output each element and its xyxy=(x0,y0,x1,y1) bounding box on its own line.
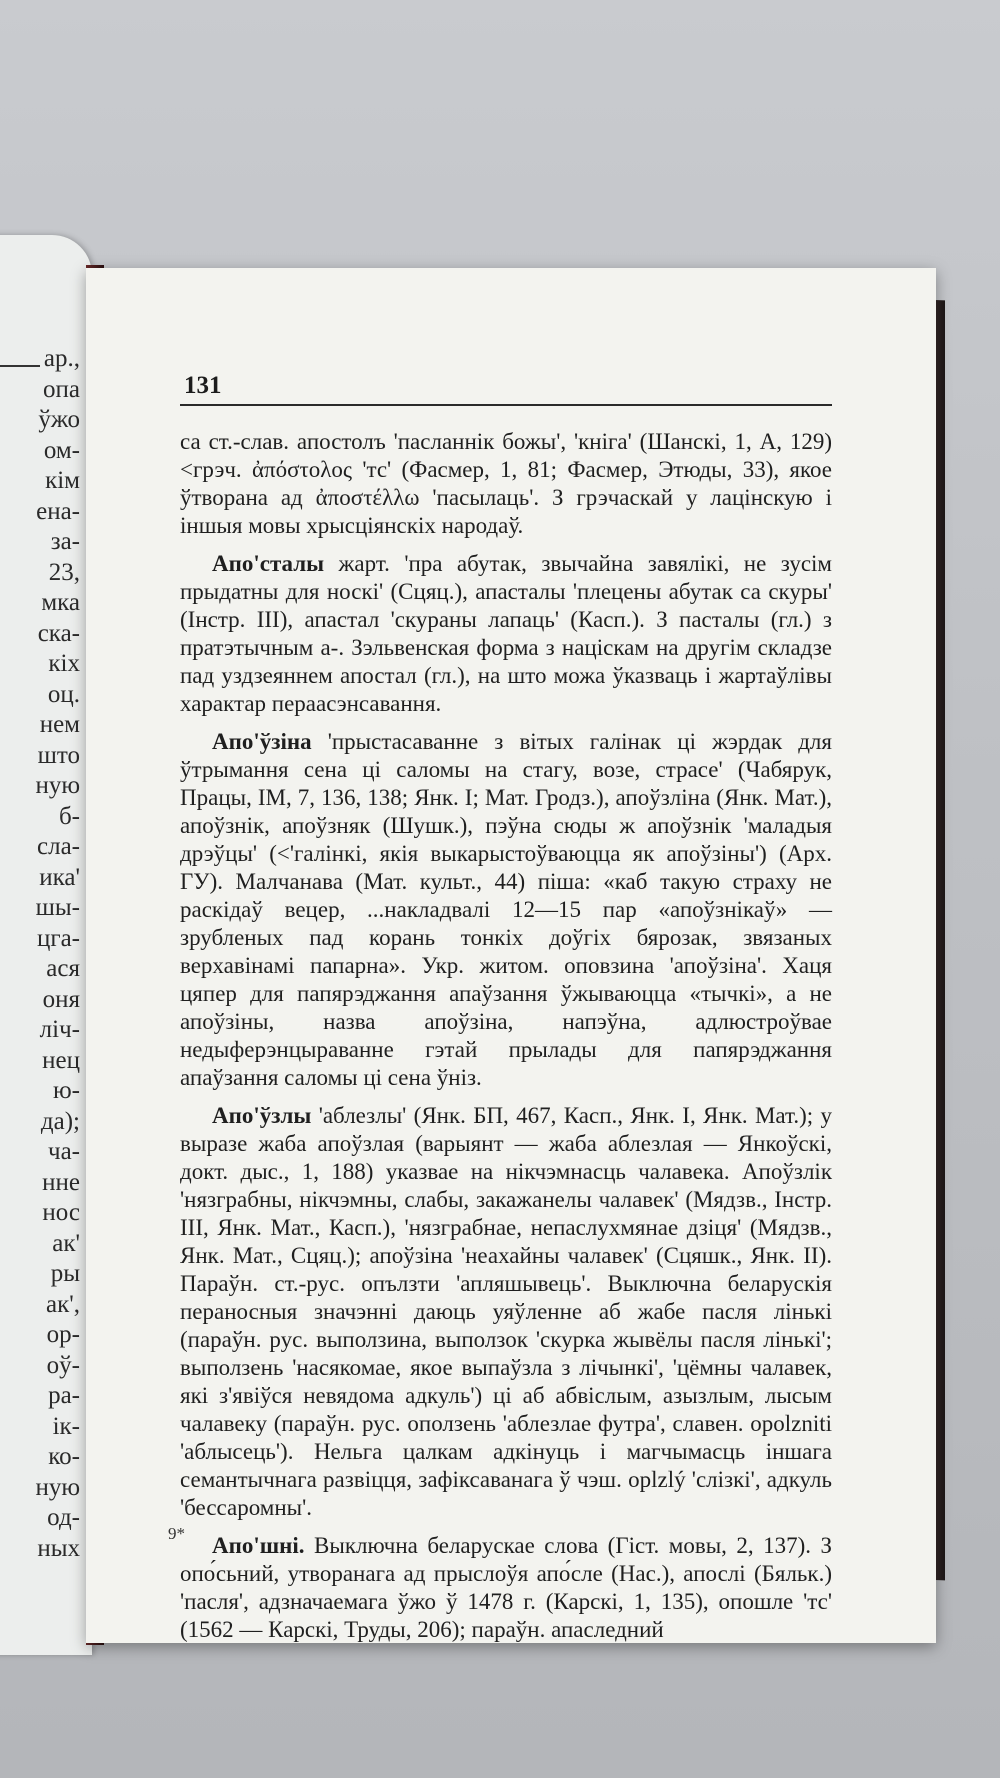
left-page-line-fragment: ак' xyxy=(52,1229,80,1257)
page-number: 131 xyxy=(184,372,222,399)
left-page-line-fragment: сла- xyxy=(37,833,80,860)
left-page-line-fragment: ом- xyxy=(43,436,80,464)
left-page-line-fragment: ча- xyxy=(48,1138,80,1165)
left-page-line-fragment: ік- xyxy=(52,1412,80,1440)
left-page-line-fragment: оня xyxy=(42,985,80,1013)
left-page-line-fragment: што xyxy=(37,741,80,769)
left-page-line-fragment: кім xyxy=(45,467,80,494)
entry-text: Выключна беларускае слова (Гіст. мовы, 2, 137). З опо́сьний, утворанага ад прыслоўя апо́сле (Нас.), апослі (Бяльк.) 'пасля', адзначаемага ўжо ў 1478 г. (Карскі, 1, 135), опошле 'тс' (1562 — Карскі, Труды, 206); параўн. апаследний xyxy=(180,1533,832,1642)
left-page-line-fragment: кіх xyxy=(48,650,80,677)
left-page-line-fragment: ліч- xyxy=(39,1016,80,1043)
entry-headword: Апо'ўзіна xyxy=(212,729,312,754)
entry-apouzly xyxy=(180,1102,832,1522)
dictionary-body xyxy=(180,428,832,1654)
paragraph-text: са ст.-слав. апостолъ 'пасланнік божы', 'кніга' (Шанскі, 1, А, 129) <грэч. ἀπόστολος 'тс' (Фасмер, 1, 81; Фасмер, Этюды, 33), якое ўтворана ад ἀποστέλλω 'пасылаць'. З грэчаскай у лацінскую і іншыя мовы хрысціянскіх народаў. xyxy=(180,429,832,538)
left-page-line-fragment: ак', xyxy=(46,1290,80,1318)
left-page-line-fragment: нне xyxy=(42,1168,80,1196)
entry-aposhni xyxy=(180,1532,832,1644)
paragraph-continuation xyxy=(180,428,832,540)
left-page-line-fragment: ася xyxy=(46,955,80,982)
header-rule xyxy=(180,404,832,406)
left-page-line-fragment: мка xyxy=(41,589,80,616)
signature-mark: 9* xyxy=(168,1524,185,1543)
left-page-line-fragment: од- xyxy=(47,1504,80,1531)
entry-apouzina xyxy=(180,728,832,1092)
left-page-line-fragment: ную xyxy=(35,1473,80,1501)
left-page-line-fragment: нос xyxy=(42,1199,80,1226)
left-page-line-fragment: нец xyxy=(42,1046,80,1074)
left-page-line-fragment: ика' xyxy=(39,863,80,891)
left-page-rule xyxy=(0,365,40,367)
left-page-line-fragment: ю- xyxy=(52,1077,80,1104)
left-page-line-fragment: нем xyxy=(39,711,80,738)
left-page-line-fragment: шы- xyxy=(35,894,80,921)
left-page-line-fragment: оў- xyxy=(46,1351,80,1379)
left-page-line-fragment: ную xyxy=(35,772,80,799)
entry-headword: Апо'сталы xyxy=(212,551,325,576)
left-page-line-fragment: ена- xyxy=(36,497,80,525)
left-page-line-fragment: цга- xyxy=(36,924,80,952)
left-page-line-fragment: оц. xyxy=(47,680,80,708)
entry-headword: Апо'ўзлы xyxy=(212,1103,312,1128)
left-page-line-fragment: ска- xyxy=(37,619,80,647)
left-page-line-fragment: ар., xyxy=(43,345,80,372)
left-page xyxy=(0,235,92,1655)
entry-headword: Апо'шні. xyxy=(212,1533,305,1558)
entry-text: 'прыстасаванне з вітых галінак ці жэрдак для ўтрымання сена ці саломы на стагу, возе, страсе' (Чабярук, Працы, ІМ, 7, 136, 138; Янк. І; Мат. Гродз.), апоўзліна (Янк. Мат.), апоўзнік, апоўзняк (Шушк.), пэўна сюды ж апоўзнік 'маладыя дрэўцы' (<'галінкі, якія выкарыстоўваюцца як апоўзіны') (Арх. ГУ). Малчанава (Мат. культ., 44) піша: «каб такую страху не раскідаў вецер, ...накладвалі 12—15 пар «апоўзнікаў» — зрубленых пад корань тонкіх доўгіх бярозак, звязаных верхавінамі папарна». Укр. житом. оповзина 'апоўзіна'. Хаця цяпер для папярэджання апаўзання ўжываюцца «тычкі», а не апоўзіны, назва апоўзіна, напэўна, адлюстроўвае недыферэнцыраванне гэтай прылады для папярэджання апаўзання саломы ці сена ўніз. xyxy=(180,729,832,1090)
left-page-line-fragment: ко- xyxy=(48,1443,80,1470)
entry-apostaly xyxy=(180,550,832,718)
left-page-line-fragment: ўжо xyxy=(38,406,80,433)
left-page-line-fragment: ор- xyxy=(46,1321,80,1348)
left-page-line-fragment: 23, xyxy=(48,558,80,586)
left-page-line-fragment: опа xyxy=(43,375,80,403)
left-page-line-fragment: ных xyxy=(37,1534,80,1562)
entry-text: 'аблезлы' (Янк. БП, 467, Касп., Янк. І, Янк. Мат.); у выразе жаба апоўзлая (варыянт — жаба аблезлая — Янкоўскі, докт. дыс., 1, 188) указвае на нікчэмнасць чалавека. Апоўзлік 'нязграбны, нікчэмны, слабы, закажанелы чалавек' (Мядзв., Інстр. III, Янк. Мат., Касп.), 'нязграбнае, непаслухмянае дзіця' (Мядзв., Янк. Мат., Сцяц.); апоўзіна 'неахайны чалавек' (Сцяшк., Янк. II). Параўн. ст.-рус. опълзти 'апляшывець'. Выключна беларускія пераносныя значэнні даюць уяўленне аб жабе пасля лінькі (параўн. рус. выползина, выползок 'скурка жывёлы пасля лінькі'; выползень 'насякомае, якое выпаўзла з лічынкі', 'цёмны чалавек, які з'явіўся невядома адкуль') ці аб абвіслым, азызлым, лысым чалавеку (параўн. рус. оползень 'аблезлае футра', славен. opolzniti 'аблысець'). Нельга цалкам адкінуць і магчымасць іншага семантычнага развіцця, зафіксаванага ў чэш. oplzlý 'слізкі', адкуль 'бессаромны'. xyxy=(180,1103,832,1520)
left-page-line-fragment: да); xyxy=(40,1107,80,1135)
left-page-line-fragment: за- xyxy=(50,528,80,555)
left-page-line-fragment: ра- xyxy=(48,1382,80,1409)
entry-text: жарт. 'пра абутак, звычайна завялікі, не зусім прыдатны для носкі' (Сцяц.), апасталы 'плецены абутак са скуры' (Інстр. III), апастал 'скураны лапаць' (Касп.). З пасталы (гл.) з пратэтычным а-. Зэльвенская форма з націскам на другім складзе пад уздзеяннем апостал (гл.), на што можа ўказваць і жартаўлівы характар пераасэнсавання. xyxy=(180,551,832,716)
left-page-line-fragment: б- xyxy=(58,802,80,830)
left-page-line-fragment: ры xyxy=(50,1260,80,1287)
